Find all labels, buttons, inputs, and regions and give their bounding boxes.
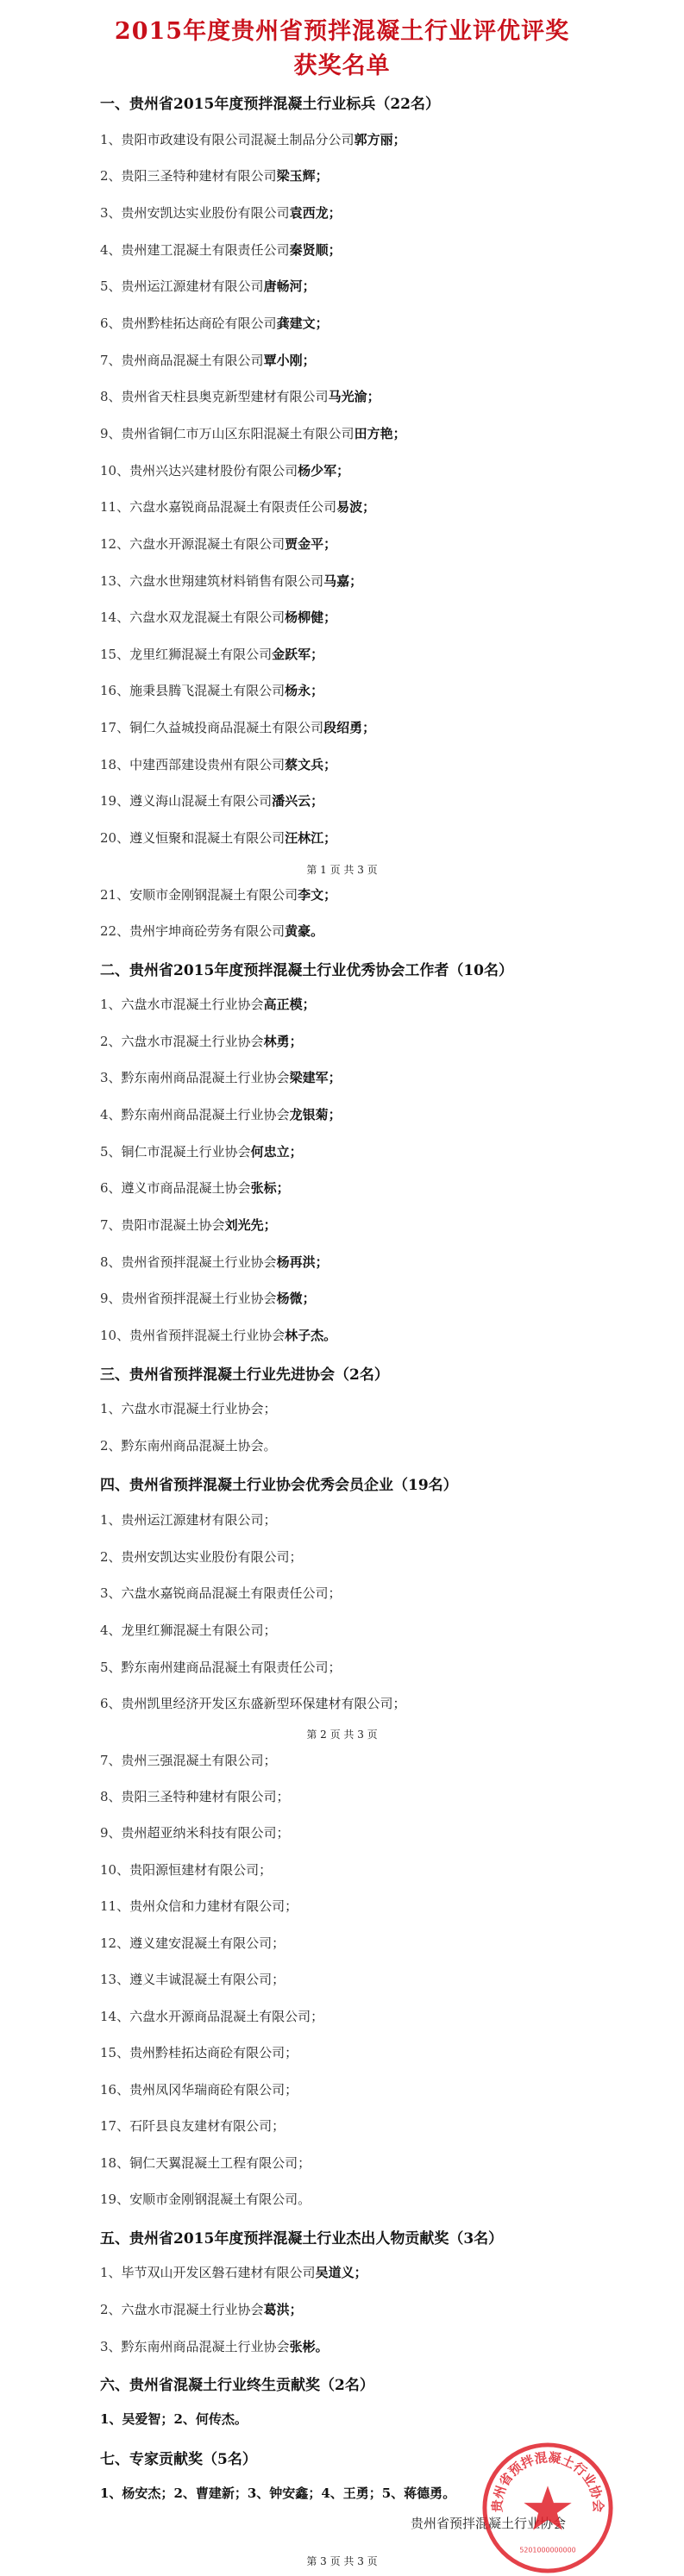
- list-item: 2、六盘水市混凝土行业协会林勇；: [100, 1034, 303, 1049]
- section-heading-1: 一、贵州省2015年度预拌混凝土行业标兵（22名）: [100, 96, 440, 113]
- list-item: 3、贵州安凯达实业股份有限公司袁西龙；: [100, 205, 342, 221]
- list-item: 2、黔东南州商品混凝土协会。: [100, 1438, 277, 1454]
- list-item: 22、贵州宇坤商砼劳务有限公司黄豪。: [100, 923, 324, 939]
- list-item: 19、遵义海山混凝土有限公司潘兴云；: [100, 793, 324, 809]
- list-item: 10、贵阳源恒建材有限公司；: [100, 1862, 273, 1878]
- document-title: 2015年度贵州省预拌混凝土行业评优评奖: [114, 18, 570, 45]
- list-item: 5、铜仁市混凝土行业协会何忠立；: [100, 1144, 303, 1160]
- section-heading-4: 四、贵州省预拌混凝土行业协会优秀会员企业（19名）: [100, 1477, 458, 1494]
- list-item: 8、贵州省预拌混凝土行业协会杨再洪；: [100, 1254, 329, 1270]
- section-heading-2: 二、贵州省2015年度预拌混凝土行业优秀协会工作者（10名）: [100, 962, 513, 979]
- section-heading-6: 六、贵州省混凝土行业终生贡献奖（2名）: [100, 2377, 374, 2394]
- list-item: 21、安顺市金刚钢混凝土有限公司李文；: [100, 887, 337, 903]
- list-item: 2、贵州安凯达实业股份有限公司；: [100, 1549, 303, 1565]
- signature-organization: 贵州省预拌混凝土行业协会: [411, 2516, 567, 2531]
- official-seal-icon: [480, 2440, 616, 2576]
- list-item: 4、黔东南州商品混凝土行业协会龙银菊；: [100, 1107, 342, 1122]
- list-item: 5、贵州运江源建材有限公司唐畅河；: [100, 278, 316, 294]
- list-item: 9、贵州超亚纳米科技有限公司；: [100, 1825, 290, 1841]
- list-item: 4、贵州建工混凝土有限责任公司秦贤顺；: [100, 242, 342, 258]
- list-item: 16、施秉县腾飞混凝土有限公司杨永；: [100, 683, 324, 698]
- list-item: 10、贵州省预拌混凝土行业协会林子杰。: [100, 1328, 337, 1343]
- list-item: 5、黔东南州建商品混凝土有限责任公司；: [100, 1660, 342, 1675]
- list-item: 2、六盘水市混凝土行业协会葛洪；: [100, 2302, 303, 2317]
- page-number: 第 1 页 共 3 页: [306, 864, 378, 876]
- list-item: 3、黔东南州商品混凝土行业协会张彬。: [100, 2339, 329, 2354]
- list-item: 14、六盘水开源商品混凝土有限公司；: [100, 2009, 324, 2024]
- list-item: 9、贵州省铜仁市万山区东阳混凝土有限公司田方艳；: [100, 426, 406, 441]
- list-item: 15、贵州黔桂拓达商砼有限公司；: [100, 2045, 298, 2060]
- list-item: 16、贵州凤冈华瑞商砼有限公司；: [100, 2082, 298, 2098]
- seal-code: 5201000000000: [519, 2546, 576, 2554]
- list-item: 7、贵州三强混凝土有限公司；: [100, 1753, 277, 1768]
- list-item: 7、贵州商品混凝土有限公司覃小刚；: [100, 353, 316, 368]
- page-number: 第 2 页 共 3 页: [306, 1729, 378, 1741]
- section-heading-7: 七、专家贡献奖（5名）: [100, 2451, 257, 2468]
- list-item: 6、贵州凯里经济开发区东盛新型环保建材有限公司；: [100, 1696, 406, 1711]
- list-item: 20、遵义恒聚和混凝土有限公司汪林江；: [100, 830, 337, 846]
- list-item: 12、六盘水开源混凝土有限公司贾金平；: [100, 536, 337, 552]
- list-item: 10、贵州兴达兴建材股份有限公司杨少军；: [100, 463, 350, 478]
- section-heading-3: 三、贵州省预拌混凝土行业先进协会（2名）: [100, 1366, 389, 1384]
- list-item: 17、石阡县良友建材有限公司；: [100, 2118, 286, 2134]
- list-item: 18、中建西部建设贵州有限公司蔡文兵；: [100, 757, 337, 772]
- seal-text: 贵州省预拌混凝土行业协会: [490, 2450, 606, 2513]
- list-item: 11、贵州众信和力建材有限公司；: [100, 1898, 298, 1914]
- list-item: 1、吴爱智；2、何传杰。: [100, 2411, 248, 2427]
- list-item: 11、六盘水嘉锐商品混凝土有限责任公司易波；: [100, 499, 376, 515]
- list-item: 4、龙里红狮混凝土有限公司；: [100, 1623, 277, 1638]
- list-item: 8、贵州省天柱县奥克新型建材有限公司马光渝；: [100, 389, 380, 404]
- list-item: 1、毕节双山开发区磐石建材有限公司吴道义；: [100, 2265, 367, 2280]
- list-item: 1、贵阳市政建设有限公司混凝土制品分公司郭方丽；: [100, 132, 406, 147]
- seal-star-icon: [524, 2485, 571, 2529]
- list-item: 9、贵州省预拌混凝土行业协会杨微；: [100, 1291, 316, 1306]
- section-heading-5: 五、贵州省2015年度预拌混凝土行业杰出人物贡献奖（3名）: [100, 2230, 504, 2248]
- page-number: 第 3 页 共 3 页: [306, 2555, 378, 2567]
- list-item: 3、黔东南州商品混凝土行业协会梁建军；: [100, 1070, 342, 1085]
- list-item: 14、六盘水双龙混凝土有限公司杨柳健；: [100, 610, 337, 625]
- list-item: 1、六盘水市混凝土行业协会高正模；: [100, 997, 316, 1012]
- list-item: 8、贵阳三圣特种建材有限公司；: [100, 1789, 290, 1804]
- list-item: 13、六盘水世翔建筑材料销售有限公司马嘉；: [100, 573, 363, 589]
- list-item: 17、铜仁久益城投商品混凝土有限公司段绍勇；: [100, 720, 376, 735]
- list-item: 6、遵义市商品混凝土协会张标；: [100, 1180, 290, 1196]
- list-item: 7、贵阳市混凝土协会刘光先；: [100, 1217, 277, 1233]
- list-item: 12、遵义建安混凝土有限公司；: [100, 1935, 286, 1951]
- list-item: 1、六盘水市混凝土行业协会；: [100, 1401, 277, 1416]
- list-item: 18、铜仁天翼混凝土工程有限公司；: [100, 2155, 311, 2171]
- list-item: 1、贵州运江源建材有限公司；: [100, 1512, 277, 1528]
- list-item: 3、六盘水嘉锐商品混凝土有限责任公司；: [100, 1585, 342, 1601]
- list-item: 6、贵州黔桂拓达商砼有限公司龚建文；: [100, 316, 329, 331]
- list-item: 13、遵义丰诚混凝土有限公司；: [100, 1972, 286, 1987]
- list-item: 2、贵阳三圣特种建材有限公司梁玉辉；: [100, 168, 329, 184]
- list-item: 1、杨安杰；2、曹建新；3、钟安鑫；4、王勇；5、蒋德勇。: [100, 2485, 456, 2501]
- list-item: 15、龙里红狮混凝土有限公司金跃军；: [100, 647, 324, 662]
- list-item: 19、安顺市金刚钢混凝土有限公司。: [100, 2191, 311, 2207]
- document-subtitle: 获奖名单: [293, 53, 391, 79]
